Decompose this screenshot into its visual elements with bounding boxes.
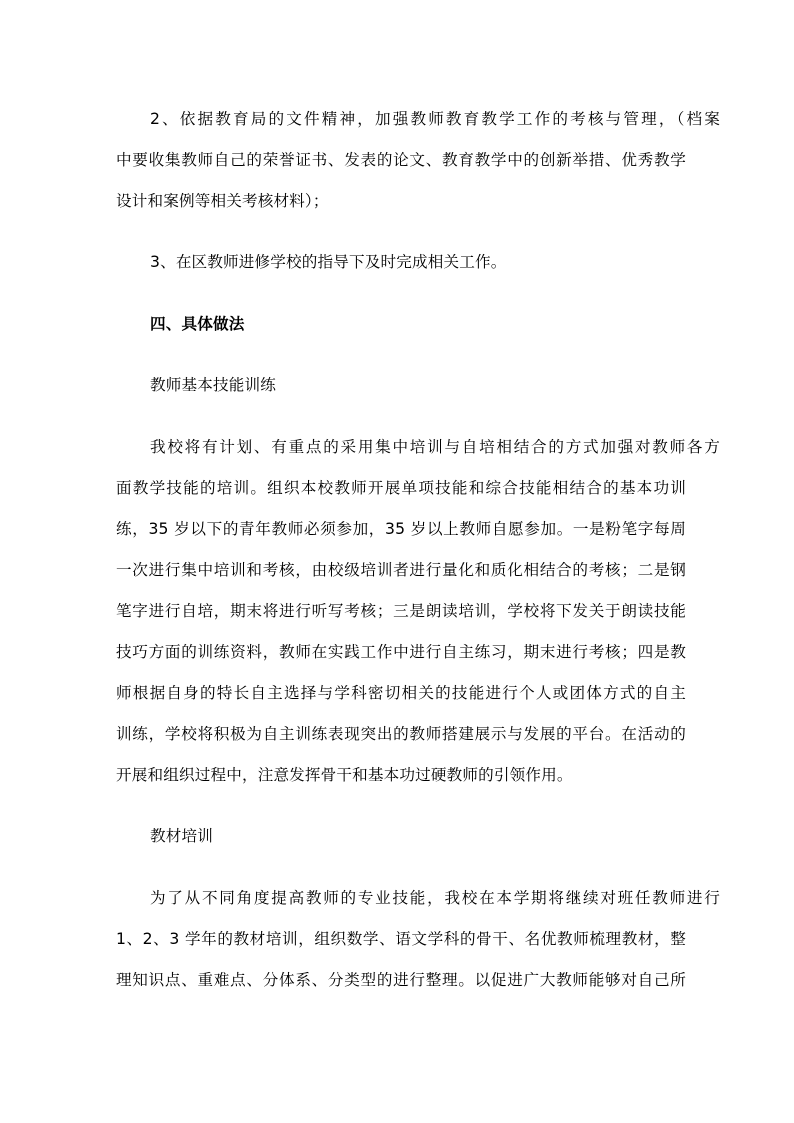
paragraph-textbook-line-1: 为了从不同角度提高教师的专业技能，我校在本学期将继续对班任教师进行 <box>150 889 720 907</box>
subheading-textbook-training: 教材培训 <box>150 827 213 845</box>
paragraph-skills-line-1: 我校将有计划、有重点的采用集中培训与自培相结合的方式加强对教师各方 <box>150 438 720 456</box>
paragraph-item-2-line-2: 中要收集教师自己的荣誉证书、发表的论文、教育教学中的创新举措、优秀教学 <box>116 151 686 169</box>
paragraph-item-2-line-3: 设计和案例等相关考核材料）； <box>116 192 329 210</box>
paragraph-skills-line-8: 训练，学校将积极为自主训练表现突出的教师搭建展示与发展的平台。在活动的 <box>116 725 686 743</box>
subheading-basic-skills: 教师基本技能训练 <box>150 376 276 394</box>
paragraph-skills-line-9: 开展和组织过程中，注意发挥骨干和基本功过硬教师的引领作用。 <box>116 766 573 784</box>
section-heading: 四、具体做法 <box>150 315 245 333</box>
paragraph-skills-line-2: 面教学技能的培训。组织本校教师开展单项技能和综合技能相结合的基本功训 <box>116 479 686 497</box>
paragraph-textbook-line-2: 1、2、3 学年的教材培训，组织数学、语文学科的骨干、名优教师梳理教材，整 <box>116 930 686 948</box>
paragraph-textbook-line-3: 理知识点、重难点、分体系、分类型的进行整理。以促进广大教师能够对自己所 <box>116 971 686 989</box>
paragraph-skills-line-6: 技巧方面的训练资料，教师在实践工作中进行自主练习，期末进行考核；四是教 <box>116 643 686 661</box>
paragraph-skills-line-4: 一次进行集中培训和考核，由校级培训者进行量化和质化相结合的考核；二是钢 <box>116 561 686 579</box>
paragraph-skills-line-3: 练，35 岁以下的青年教师必须参加，35 岁以上教师自愿参加。一是粉笔字每周 <box>116 520 686 538</box>
paragraph-skills-line-5: 笔字进行自培，期末将进行听写考核；三是朗读培训，学校将下发关于朗读技能 <box>116 602 686 620</box>
paragraph-item-3: 3、在区教师进修学校的指导下及时完成相关工作。 <box>150 253 507 271</box>
paragraph-skills-line-7: 师根据自身的特长自主选择与学科密切相关的技能进行个人或团体方式的自主 <box>116 684 686 702</box>
paragraph-item-2-line-1: 2、依据教育局的文件精神，加强教师教育教学工作的考核与管理，（档案 <box>150 110 720 128</box>
